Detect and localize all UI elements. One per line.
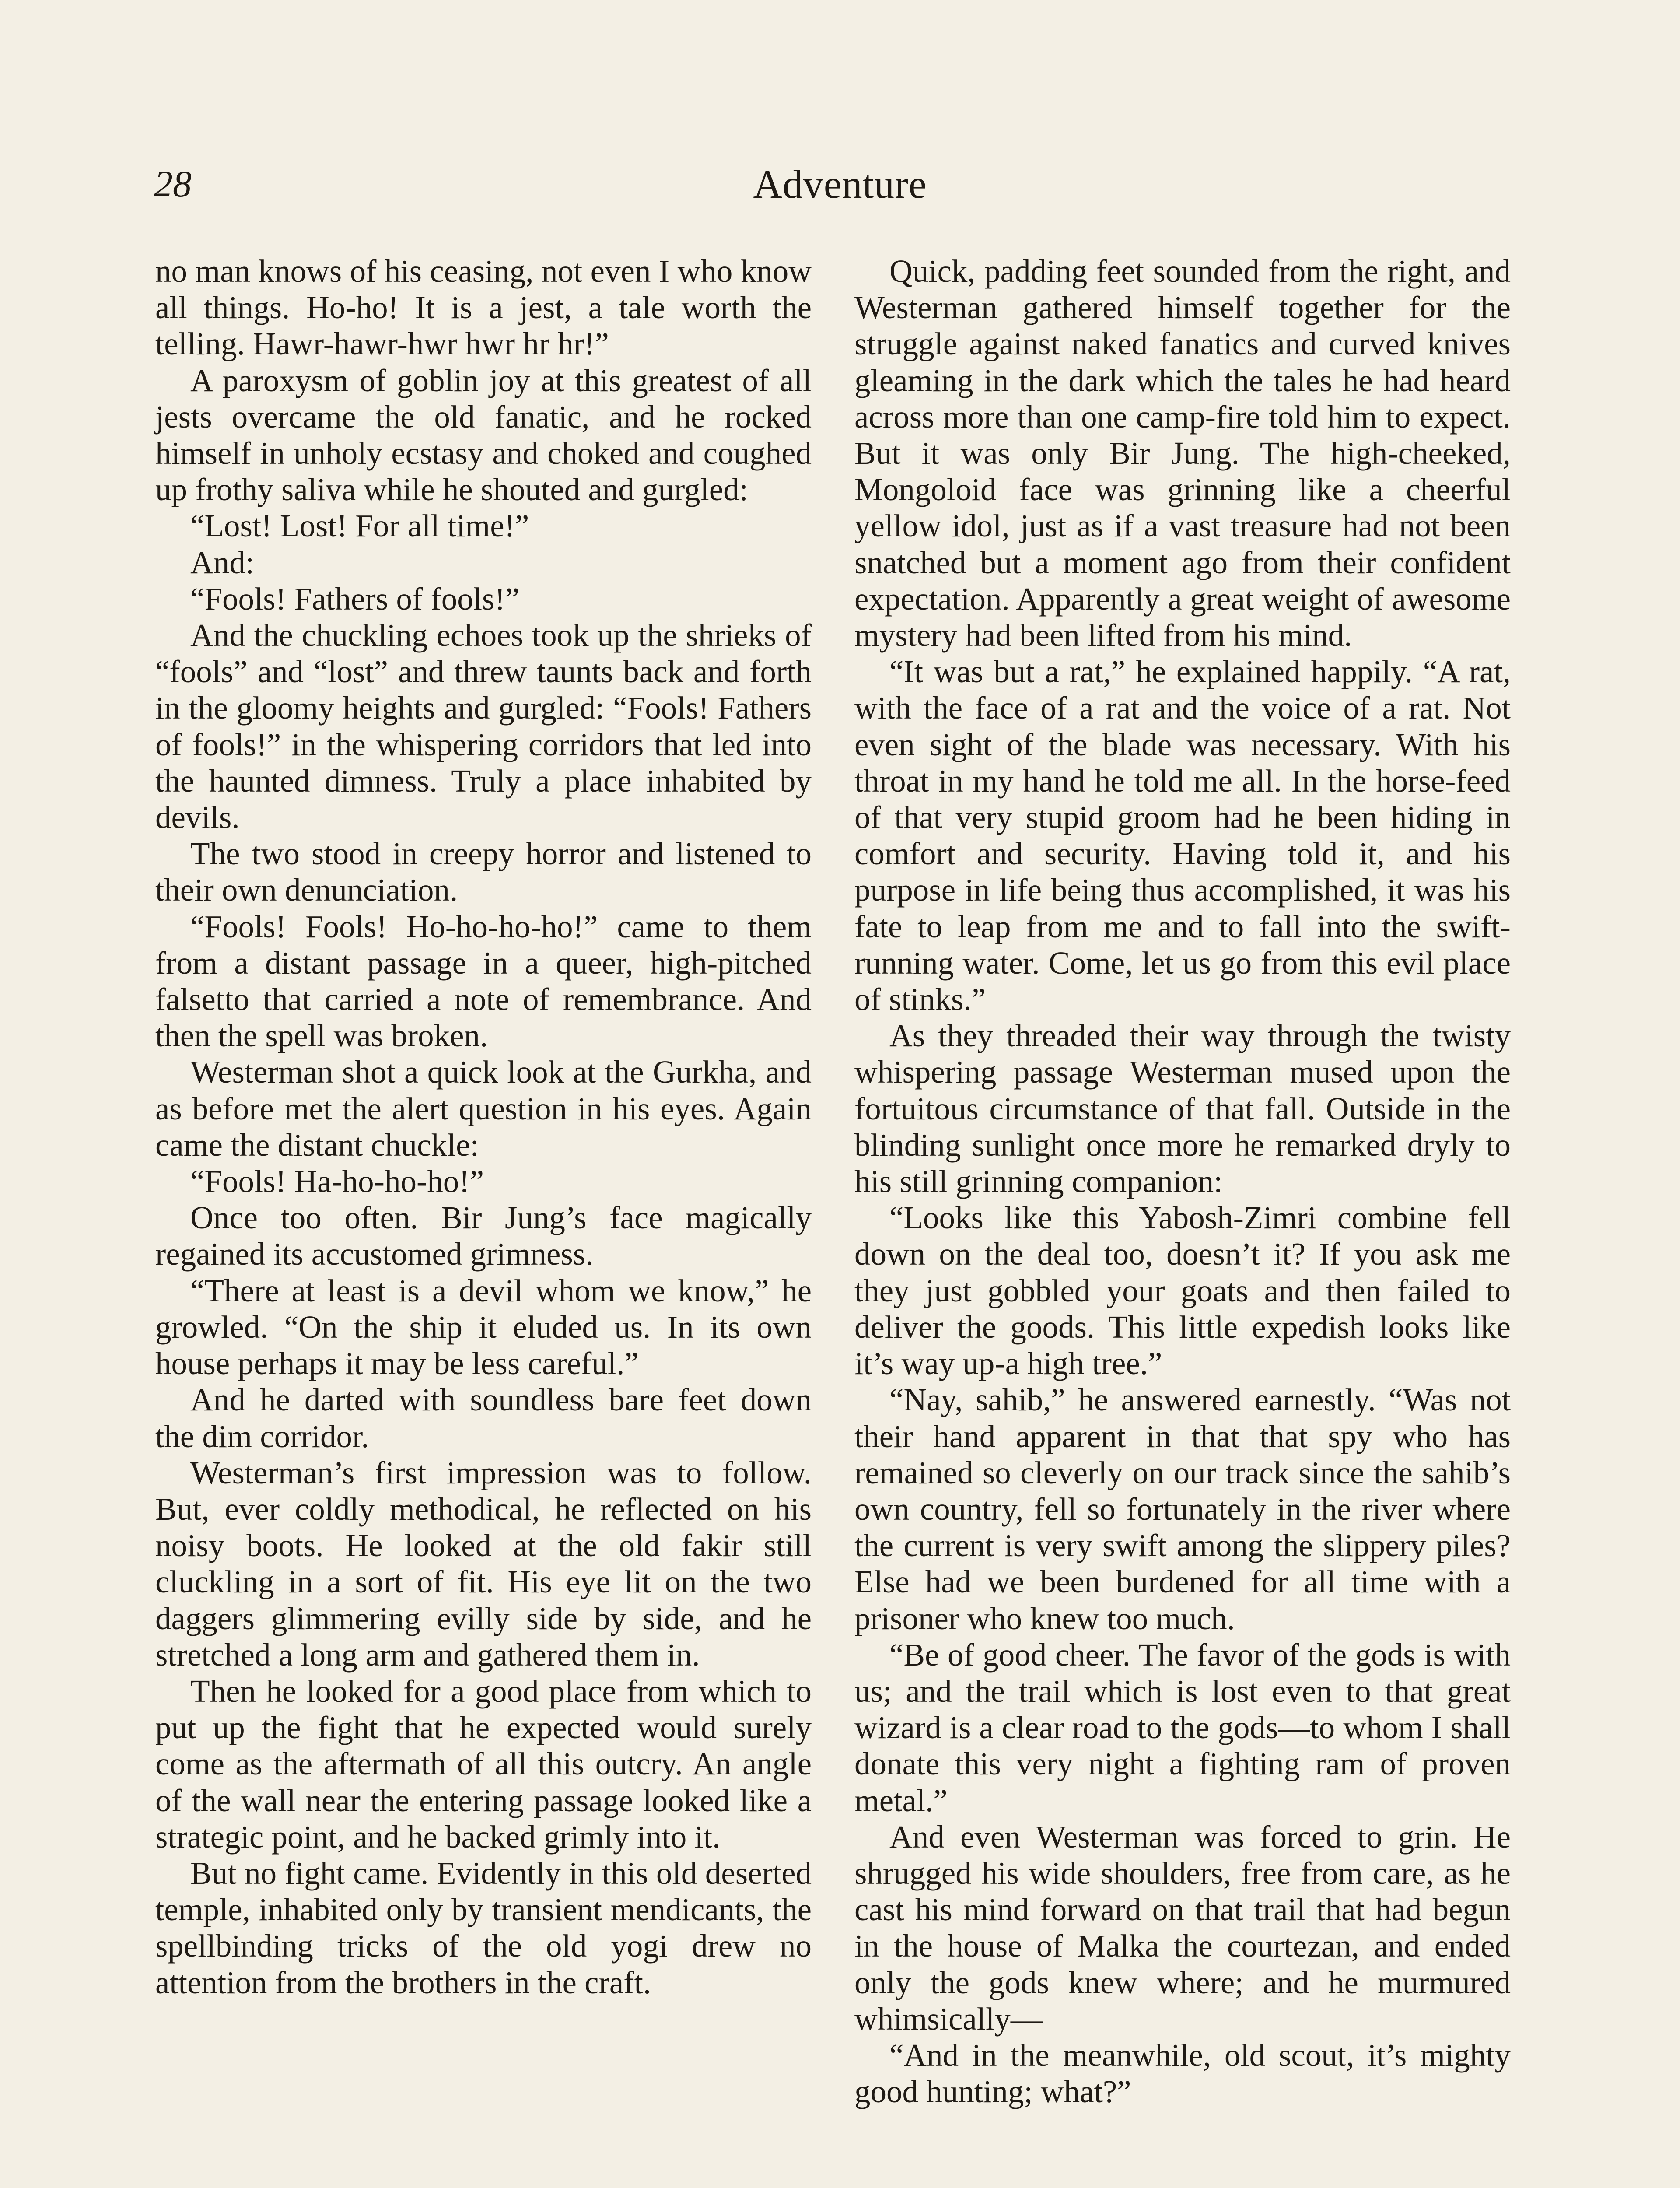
paragraph: Quick, padding feet sounded from the right, and Westerman gathered himself together for the struggle against naked fanatics and curved knives gleaming in the dark which the tales he had heard across more than one camp-fire told him to expect. But it was only Bir Jung. The high-cheeked, Mongoloid face was grinning like a cheerful yellow idol, just as if a vast treasure had not been snatched but a moment ago from their confident expectation. Apparently a great weight of awesome mystery had been lifted from his mind.	[854, 253, 1511, 653]
paragraph: The two stood in creepy horror and listened to their own denunciation.	[155, 836, 812, 908]
paragraph: “Fools! Fools! Ho-ho-ho-ho!” came to them from a distant passage in a queer, high-pitched falsetto that carried a note of remembrance. And then the spell was broken.	[155, 908, 812, 1054]
paragraph: As they threaded their way through the twisty whispering passage Westerman mused upon the fortuitous circumstance of that fall. Outside in the blinding sunlight once more he remarked dryly to his still grinning companion:	[854, 1018, 1511, 1199]
magazine-title: Adventure	[753, 162, 927, 207]
right-column	[854, 253, 1511, 2110]
paragraph: “Fools! Ha-ho-ho-ho!”	[190, 1164, 484, 1199]
paragraph: no man knows of his ceasing, not even I who know all things. Ho-ho! It is a jest, a tale worth the telling. Hawr-hawr-hwr hwr hr hr!”	[155, 253, 812, 362]
paragraph: “It was but a rat,” he explained happily. “A rat, with the face of a rat and the voice of a rat. Not even sight of the blade was necessary. With his throat in my hand he told me all. In the horse-feed of that very stupid groom had he been hiding in comfort and security. Having told it, and his purpose in life being thus accomplished, it was his fate to leap from me and to fall into the swift-running water. Come, let us go from this evil place of stinks.”	[854, 654, 1511, 1017]
paragraph: Westerman shot a quick look at the Gurkha, and as before met the alert question in his eyes. Again came the distant chuckle:	[155, 1054, 812, 1163]
paragraph: “And in the meanwhile, old scout, it’s mighty good hunting; what?”	[854, 2037, 1511, 2110]
paragraph: “Lost! Lost! For all time!”	[190, 508, 529, 544]
paragraph: “Looks like this Yabosh-Zimri combine fell down on the deal too, doesn’t it? If you ask me they just gobbled your goats and then failed to deliver the goods. This little expedish looks like it’s way up-a high tree.”	[854, 1200, 1511, 1382]
paragraph: And:	[190, 544, 254, 580]
paragraph: Westerman’s first impression was to follow. But, ever coldly methodical, he reflected on his noisy boots. He looked at the old fakir still cluckling in a sort of fit. His eye lit on the two daggers glimmering evilly side by side, and he stretched a long arm and gathered them in.	[155, 1455, 812, 1673]
paragraph: “Be of good cheer. The favor of the gods is with us; and the trail which is lost even to that great wizard is a clear road to the gods—to whom I shall donate this very night a fighting ram of proven metal.”	[854, 1637, 1511, 1818]
page-number: 28	[154, 163, 192, 205]
paragraph: “Nay, sahib,” he answered earnestly. “Was not their hand apparent in that that spy who has remained so cleverly on our track since the sahib’s own country, fell so fortunately in the river where the current is very swift among the slippery piles? Else had we been burdened for all time with a prisoner who knew too much.	[854, 1382, 1511, 1636]
left-column	[155, 253, 812, 2001]
paragraph: And he darted with soundless bare feet down the dim corridor.	[155, 1382, 812, 1454]
paragraph: A paroxysm of goblin joy at this greatest of all jests overcame the old fanatic, and he rocked himself in unholy ecstasy and choked and coughed up frothy saliva while he shouted and gurgled:	[155, 362, 812, 508]
paragraph: “There at least is a devil whom we know,” he growled. “On the ship it eluded us. In its own house perhaps it may be less careful.”	[155, 1273, 812, 1382]
paragraph: But no fight came. Evidently in this old deserted temple, inhabited only by transient mendicants, the spellbinding tricks of the old yogi drew no attention from the brothers in the craft.	[155, 1855, 812, 2000]
paragraph: “Fools! Fathers of fools!”	[190, 581, 520, 617]
paragraph: Then he looked for a good place from which to put up the fight that he expected would surely come as the aftermath of all this outcry. An angle of the wall near the entering passage looked like a strategic point, and he backed grimly into it.	[155, 1673, 812, 1855]
paragraph: Once too often. Bir Jung’s face magically regained its accustomed grimness.	[155, 1200, 812, 1272]
paragraph: And the chuckling echoes took up the shrieks of “fools” and “lost” and threw taunts back and forth in the gloomy heights and gurgled: “Fools! Fathers of fools!” in the whispering corridors that led into the haunted dimness. Truly a place inhabited by devils.	[155, 617, 812, 835]
paragraph: And even Westerman was forced to grin. He shrugged his wide shoulders, free from care, as he cast his mind forward on that trail that had begun in the house of Malka the courtezan, and ended only the gods knew where; and he murmured whimsically—	[854, 1819, 1511, 2037]
